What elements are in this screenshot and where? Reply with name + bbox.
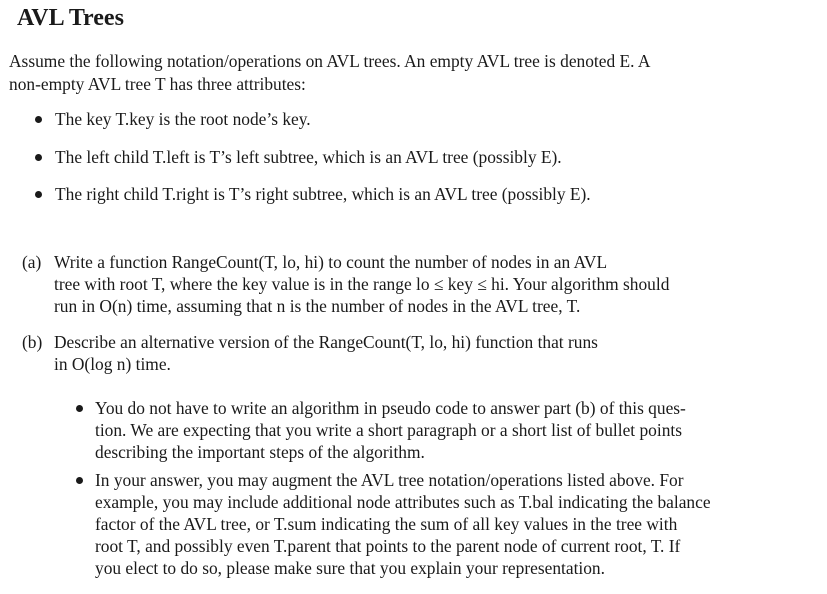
intro-line-1: Assume the following notation/operations on AVL trees. An empty AVL tree is denoted E. A xyxy=(9,51,651,71)
part-b-line: in O(log n) time. xyxy=(54,354,171,374)
intro-line-2: non-empty AVL tree T has three attributes: xyxy=(9,73,306,94)
part-a-line: run in O(n) time, assuming that n is the number of nodes in the AVL tree, T. xyxy=(54,296,581,316)
intro-paragraph xyxy=(9,50,809,95)
note-line: In your answer, you may augment the AVL tree notation/operations listed above. For xyxy=(95,470,684,490)
bullet-icon xyxy=(35,191,42,198)
note-text xyxy=(95,469,795,579)
attribute-text: The right child T.right is T’s right subtree, which is an AVL tree (possibly E). xyxy=(55,184,591,204)
bullet-icon xyxy=(76,477,83,484)
note-line: you elect to do so, please make sure that you explain your representation. xyxy=(95,558,605,578)
bullet-icon xyxy=(35,154,42,161)
part-a-line: Write a function RangeCount(T, lo, hi) to count the number of nodes in an AVL xyxy=(54,252,608,272)
note-line: factor of the AVL tree, or T.sum indicating the sum of all key values in the tree with xyxy=(95,514,678,534)
part-a-text xyxy=(54,251,794,317)
part-a-line: tree with root T, where the key value is in the range lo ≤ key ≤ hi. Your algorithm should xyxy=(54,274,670,294)
note-line: example, you may include additional node attributes such as T.bal indicating the balance xyxy=(95,492,711,512)
attribute-text: The key T.key is the root node’s key. xyxy=(55,109,311,129)
bullet-icon xyxy=(76,405,83,412)
note-line: tion. We are expecting that you write a short paragraph or a short list of bullet points xyxy=(95,420,682,440)
part-b-text xyxy=(54,331,794,375)
section-title: AVL Trees xyxy=(17,5,124,31)
note-text xyxy=(95,397,795,463)
attribute-text: The left child T.left is T’s left subtree, which is an AVL tree (possibly E). xyxy=(55,147,562,167)
bullet-icon xyxy=(35,116,42,123)
part-b-label: (b) xyxy=(22,332,43,352)
note-line: You do not have to write an algorithm in pseudo code to answer part (b) of this ques- xyxy=(95,398,686,418)
note-line: root T, and possibly even T.parent that points to the parent node of current root, T. If xyxy=(95,536,681,556)
part-b-line: Describe an alternative version of the RangeCount(T, lo, hi) function that runs xyxy=(54,332,598,352)
part-a-label: (a) xyxy=(22,252,42,272)
note-line: describing the important steps of the algorithm. xyxy=(95,442,425,462)
